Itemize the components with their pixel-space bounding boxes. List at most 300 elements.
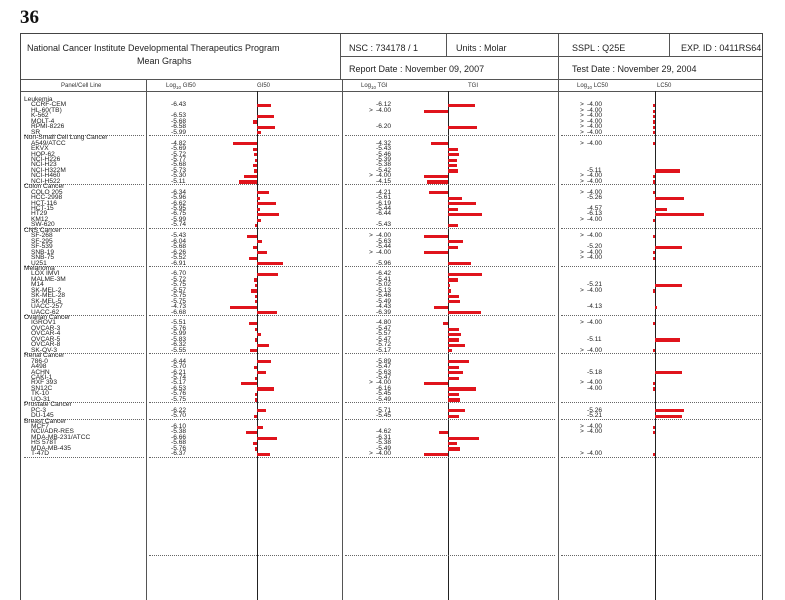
cell-line-label: OVCAR-4 [31, 330, 61, 338]
tgi-value: -4.00 [376, 248, 392, 256]
gi50-bar [254, 278, 257, 281]
tgi-bar [448, 333, 461, 336]
panel-separator [149, 266, 339, 267]
tgi-bar [448, 349, 452, 352]
panel-separator [24, 457, 144, 458]
col-tgi: TGI [468, 83, 478, 89]
gi50-value: -6.66 [171, 433, 187, 441]
tgi-bar [448, 328, 459, 331]
gi50-bar [253, 120, 257, 123]
cell-line-label: NCI-H226 [31, 155, 61, 163]
lc50-gt-marker: > [580, 101, 584, 109]
tgi-value: -4.80 [376, 319, 392, 327]
tgi-bar [448, 240, 463, 243]
lc50-bar [653, 349, 655, 352]
cell-line-label: EKVX [31, 145, 49, 153]
tgi-value: -6.44 [376, 210, 392, 218]
gi50-value: -6.43 [171, 101, 187, 109]
cell-line-label: MCF7 [31, 423, 49, 430]
gi50-bar [241, 382, 257, 385]
cell-line-label: UO-31 [31, 395, 51, 403]
tgi-value: -5.39 [376, 155, 392, 163]
tgi-bar [424, 382, 448, 385]
tgi-value: -5.17 [376, 346, 392, 354]
gi50-value: -5.57 [171, 286, 187, 294]
tgi-bar [448, 159, 457, 162]
lc50-bar [655, 208, 667, 211]
lc50-gt-marker: > [580, 188, 584, 196]
tgi-bar [448, 300, 460, 303]
lc50-bar [653, 382, 655, 385]
lc50-gt-marker: > [580, 319, 584, 327]
gi50-value: -6.26 [171, 248, 187, 256]
tgi-value: -5.42 [376, 166, 392, 174]
tgi-value: -5.45 [376, 412, 392, 420]
tgi-value: -6.19 [376, 199, 392, 207]
tgi-bar [424, 235, 448, 238]
lc50-bar [653, 131, 655, 134]
cell-line-label: NCI-H23 [31, 161, 57, 169]
tgi-gt-marker: > [369, 450, 373, 458]
gi50-value: -5.73 [171, 166, 187, 174]
tgi-gt-marker: > [369, 232, 373, 240]
panel-separator [345, 315, 555, 316]
cell-line-label: A549/ATCC [31, 139, 66, 147]
gi50-bar [255, 284, 257, 287]
panel-separator [149, 457, 339, 458]
panel-separator [345, 402, 555, 403]
panel-label: Renal Cancer [24, 352, 65, 360]
lc50-value: -4.00 [587, 101, 603, 109]
cell-line-label: HCT-116 [31, 199, 57, 207]
gi50-bar [254, 366, 257, 369]
lc50-bar [653, 191, 655, 194]
exp-id-label: EXP. ID : 0411RS64 [681, 43, 762, 53]
gi50-bar [257, 219, 261, 222]
column-divider [558, 79, 559, 600]
tgi-bar [448, 371, 463, 374]
test-date: Test Date : November 29, 2004 [572, 64, 697, 74]
column-header-rule [21, 91, 763, 92]
header-divider [446, 34, 447, 56]
lc50-value: -4.00 [587, 254, 603, 262]
lc50-value: -4.00 [587, 123, 603, 131]
tgi-value: -4.00 [376, 106, 392, 114]
sspl-label: SSPL : Q25E [572, 43, 626, 53]
cell-line-label: HS 578T [31, 439, 58, 447]
tgi-bar [448, 153, 459, 156]
tgi-bar [448, 415, 459, 418]
tgi-gt-marker: > [369, 106, 373, 114]
cell-line-label: NCI/ADR-RES [31, 428, 74, 436]
tgi-value: -6.39 [376, 308, 392, 316]
gi50-bar [257, 453, 270, 456]
gi50-value: -5.70 [171, 363, 187, 371]
lc50-value: -4.00 [587, 319, 603, 327]
tgi-bar [448, 387, 476, 390]
lc50-value: -4.00 [587, 188, 603, 196]
gi50-value: -6.53 [171, 112, 187, 120]
gi50-bar [257, 191, 269, 194]
tgi-value: -4.00 [376, 379, 392, 387]
cell-line-label: U251 [31, 259, 47, 267]
tgi-value: -6.16 [376, 384, 392, 392]
gi50-value: -5.75 [171, 297, 187, 305]
lc50-gt-marker: > [580, 379, 584, 387]
tgi-value: -5.63 [376, 237, 392, 245]
lc50-bar [655, 246, 682, 249]
gi50-value: -5.77 [171, 155, 187, 163]
tgi-value: -5.47 [376, 373, 392, 381]
gi50-value: -5.99 [171, 330, 187, 338]
cell-line-label: NCI-H460 [31, 172, 61, 180]
panel-label: CNS Cancer [24, 226, 62, 234]
gi50-bar [249, 322, 257, 325]
tgi-value: -4.00 [376, 450, 392, 458]
gi50-bar [257, 197, 260, 200]
lc50-bar [653, 175, 655, 178]
tgi-value: -6.42 [376, 270, 392, 278]
gi50-value: -5.51 [171, 319, 187, 327]
tgi-bar [448, 338, 459, 341]
cell-line-label: HOP-62 [31, 150, 55, 158]
cell-line-label: TK-10 [31, 390, 49, 398]
gi50-bar [249, 257, 257, 260]
lc50-gt-marker: > [580, 286, 584, 294]
tgi-bar [448, 447, 460, 450]
mean-graphs-subtitle: Mean Graphs [137, 56, 192, 66]
tgi-bar [448, 284, 450, 287]
gi50-bar [257, 240, 262, 243]
panel-separator [149, 228, 339, 229]
gi50-bar [255, 295, 257, 298]
panel-label: Non-Small Cell Lung Cancer [24, 134, 108, 142]
gi50-bar [257, 131, 261, 134]
tgi-bar [434, 306, 448, 309]
lc50-gt-marker: > [580, 117, 584, 125]
lc50-gt-marker: > [580, 248, 584, 256]
gi50-bar [253, 442, 257, 445]
cell-line-label: HCT-15 [31, 205, 54, 212]
tgi-bar [448, 311, 481, 314]
gi50-bar [257, 311, 277, 314]
col-tgi-log: Log$_{10}$ TGI [361, 83, 388, 91]
tgi-value: -5.47 [376, 324, 392, 332]
col-lc50: LC50 [657, 83, 672, 89]
tgi-bar [448, 393, 459, 396]
gi50-value: -5.11 [171, 177, 186, 185]
panel-label: Colon Cancer [24, 183, 65, 191]
gi50-bar [255, 328, 257, 331]
gi50-value: -5.17 [171, 379, 187, 387]
gi50-bar [250, 349, 257, 352]
cell-line-label: MALME-3M [31, 275, 66, 283]
cell-line-label: UACC-257 [31, 303, 63, 311]
panel-separator [561, 457, 761, 458]
lc50-value: -4.00 [587, 117, 603, 125]
lc50-value: -4.00 [587, 106, 603, 114]
lc50-value: -6.13 [587, 210, 603, 218]
tgi-value: -5.46 [376, 292, 392, 300]
lc50-gt-marker: > [580, 123, 584, 131]
gi50-value: -5.99 [171, 128, 187, 136]
gi50-value: -6.34 [171, 188, 187, 196]
gi50-value: -5.83 [171, 335, 187, 343]
panel-separator [345, 419, 555, 420]
gi50-bar [257, 409, 266, 412]
units-label: Units : Molar [456, 43, 507, 53]
col-lc50-log: Log$_{10}$ LC50 [577, 83, 609, 91]
lc50-gt-marker: > [580, 215, 584, 223]
tgi-bar [448, 169, 458, 172]
gi50-bar [255, 398, 257, 401]
tgi-bar [448, 246, 458, 249]
gi50-value: -6.44 [171, 357, 187, 365]
lc50-bar [655, 169, 680, 172]
lc50-value: -4.00 [587, 286, 603, 294]
cell-line-label: SK-MEL-5 [31, 297, 62, 305]
gi50-bar [257, 344, 269, 347]
gi50-bar [255, 300, 257, 303]
tgi-value: -4.32 [376, 139, 392, 147]
lc50-value: -4.00 [587, 215, 603, 223]
cell-line-label: OVCAR-3 [31, 324, 61, 332]
tgi-value: -5.57 [376, 330, 392, 338]
tgi-bar [448, 262, 471, 265]
col-gi50-log: Log$_{10}$ GI50 [166, 83, 196, 91]
cell-line-label: HL-60(TB) [31, 106, 62, 114]
gi50-value: -5.76 [171, 390, 187, 398]
cell-line-label: NCI-H322M [31, 166, 66, 174]
lc50-bar [653, 104, 655, 107]
cell-line-label: COLO 205 [31, 188, 63, 196]
tgi-value: -5.49 [376, 297, 392, 305]
gi50-value: -5.72 [171, 150, 187, 158]
panel-label: Melanoma [24, 264, 55, 272]
gi50-bar [255, 224, 257, 227]
gi50-value: -5.76 [171, 324, 187, 332]
lc50-bar [653, 387, 655, 390]
panel-separator [345, 457, 555, 458]
lc50-bar [653, 180, 655, 183]
panel-separator [345, 228, 555, 229]
lc50-value: -4.00 [587, 450, 603, 458]
tgi-gt-marker: > [369, 172, 373, 180]
gi50-bar [257, 208, 260, 211]
gi50-value: -5.74 [171, 373, 187, 381]
cell-line-label: CAKI-1 [31, 373, 53, 381]
gi50-bar [251, 289, 257, 292]
tgi-value: -4.21 [376, 188, 392, 196]
panel-separator [149, 184, 339, 185]
tgi-bar [448, 398, 460, 401]
tgi-bar [424, 175, 448, 178]
gi50-bar [239, 180, 257, 183]
col-gi50: GI50 [257, 83, 271, 89]
tgi-bar [443, 322, 448, 325]
lc50-value: -4.00 [587, 232, 603, 240]
cell-line-label: KM12 [31, 215, 49, 223]
gi50-value: -5.68 [171, 117, 187, 125]
gi50-value: -5.52 [171, 254, 187, 262]
panel-separator [149, 419, 339, 420]
lc50-bar [653, 426, 655, 429]
gi50-value: -6.53 [171, 384, 187, 392]
panel-separator [561, 419, 761, 420]
gi50-bar [257, 426, 263, 429]
tgi-value: -5.38 [376, 439, 392, 447]
cell-line-label: 786-0 [31, 357, 48, 365]
lc50-bar [653, 251, 655, 254]
gi50-value: -6.21 [171, 368, 187, 376]
gi50-bar [247, 235, 257, 238]
cell-line-label: SNB-75 [31, 254, 55, 262]
bottom-separator [149, 555, 339, 556]
lc50-bar [655, 197, 684, 200]
gi50-value: -5.75 [171, 395, 187, 403]
panel-label: Prostate Cancer [24, 401, 72, 409]
cell-line-label: HT29 [31, 210, 48, 218]
lc50-gt-marker: > [580, 346, 584, 354]
tgi-value: -4.43 [376, 303, 392, 311]
cell-line-label: PC-3 [31, 406, 47, 414]
gi50-bar [257, 104, 271, 107]
gi50-bar [255, 159, 257, 162]
lc50-bar [653, 219, 655, 222]
gi50-bar [257, 262, 283, 265]
cell-line-label: OVCAR-5 [31, 335, 61, 343]
panel-separator [149, 135, 339, 136]
lc50-value: -4.00 [587, 384, 603, 392]
gi50-bar [257, 437, 277, 440]
cell-line-label: IGROV1 [31, 319, 56, 327]
tgi-value: -5.43 [376, 221, 392, 229]
gi50-bar [253, 164, 257, 167]
tgi-value: -6.12 [376, 101, 392, 109]
lc50-value: -4.00 [587, 248, 603, 256]
lc50-value: -4.00 [587, 177, 603, 185]
gi50-bar [254, 415, 257, 418]
tgi-value: -4.62 [376, 428, 392, 436]
lc50-value: -4.00 [587, 128, 603, 136]
cell-line-label: SF-268 [31, 232, 53, 240]
cell-line-label: MDA-MB-231/ATCC [31, 433, 91, 441]
gi50-bar [255, 338, 257, 341]
lc50-value: -4.00 [587, 172, 603, 180]
panel-separator [561, 315, 761, 316]
lc50-bar [655, 338, 680, 341]
tgi-bar [448, 202, 476, 205]
cell-line-label: SF-539 [31, 243, 53, 251]
gi50-bar [257, 115, 274, 118]
gi50-value: -5.70 [171, 412, 187, 420]
tgi-bar [448, 164, 457, 167]
gi50-value: -5.68 [171, 243, 187, 251]
lc50-bar [655, 409, 684, 412]
cell-line-label: MOLT-4 [31, 117, 55, 125]
gi50-value: -5.68 [171, 161, 187, 169]
gi50-value: -6.04 [171, 237, 187, 245]
tgi-bar [448, 289, 451, 292]
cell-line-label: OVCAR-8 [31, 341, 61, 349]
gi50-bar [244, 175, 257, 178]
tgi-value: -5.89 [376, 357, 392, 365]
gi50-value: -5.96 [171, 194, 187, 202]
lc50-value: -4.00 [587, 428, 603, 436]
lc50-gt-marker: > [580, 450, 584, 458]
tgi-bar [448, 148, 458, 151]
tgi-bar [448, 442, 457, 445]
tgi-value: -5.61 [376, 194, 392, 202]
gi50-value: -5.69 [171, 145, 187, 153]
mean-graph-sheet [20, 33, 763, 600]
gi50-value: -6.62 [171, 199, 187, 207]
gi50-value: -5.74 [171, 221, 187, 229]
lc50-value: -4.57 [587, 205, 603, 212]
lc50-bar [653, 120, 655, 123]
gi50-value: -6.32 [171, 341, 187, 349]
tgi-bar [448, 377, 459, 380]
cell-line-label: SK-MEL-2 [31, 286, 62, 294]
lc50-bar [655, 213, 704, 216]
gi50-value: -5.99 [171, 215, 187, 223]
lc50-gt-marker: > [580, 232, 584, 240]
lc50-gt-marker: > [580, 106, 584, 114]
cell-line-label: M14 [31, 281, 44, 289]
gi50-value: -5.95 [171, 205, 187, 212]
tgi-value: -6.20 [376, 123, 392, 131]
gi50-value: -6.91 [171, 259, 187, 267]
tgi-bar [448, 126, 477, 129]
gi50-value: -4.73 [171, 303, 187, 311]
tgi-bar [424, 251, 448, 254]
lc50-value: -5.26 [587, 194, 603, 202]
gi50-value: -6.70 [171, 270, 187, 278]
tgi-gt-marker: > [369, 248, 373, 256]
tgi-bar [448, 197, 462, 200]
tgi-value: -5.71 [376, 406, 392, 414]
panel-separator [345, 135, 555, 136]
lc50-mean-line [655, 91, 656, 600]
cell-line-label: A498 [31, 363, 47, 371]
tgi-bar [448, 409, 465, 412]
lc50-gt-marker: > [580, 177, 584, 185]
gi50-value: -5.30 [171, 172, 187, 180]
lc50-bar [655, 284, 682, 287]
lc50-value: -5.11 [587, 166, 602, 174]
tgi-value: -4.00 [376, 172, 392, 180]
lc50-gt-marker: > [580, 423, 584, 430]
gi50-value: -6.37 [171, 450, 187, 458]
panel-separator [345, 184, 555, 185]
cell-line-label: SN12C [31, 384, 53, 392]
tgi-bar [448, 213, 482, 216]
lc50-value: -5.20 [587, 243, 603, 251]
lc50-gt-marker: > [580, 172, 584, 180]
panel-label: Ovarian Cancer [24, 314, 71, 321]
lc50-bar [655, 306, 657, 309]
header-rule [21, 79, 763, 80]
gi50-bar [257, 273, 278, 276]
gi50-bar [246, 431, 257, 434]
panel-separator [561, 266, 761, 267]
tgi-value: -5.45 [376, 390, 392, 398]
gi50-bar [233, 142, 257, 145]
column-divider [342, 79, 343, 600]
panel-separator [561, 135, 761, 136]
lc50-bar [653, 235, 655, 238]
lc50-bar [653, 289, 655, 292]
